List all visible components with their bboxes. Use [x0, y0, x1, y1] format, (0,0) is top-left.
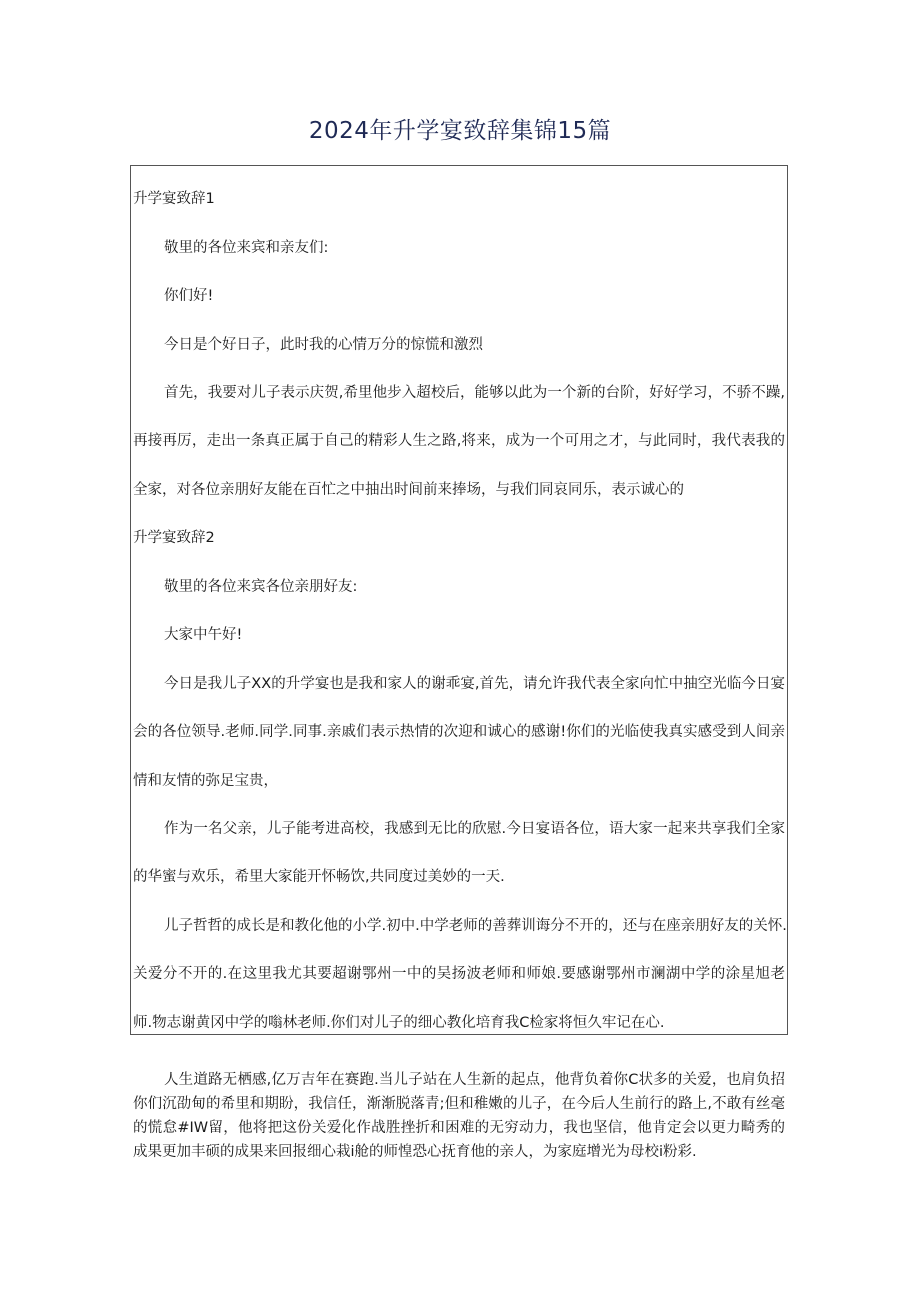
speech-box — [130, 165, 788, 1035]
body-line: 再接再厉，走出一条真正属于自己的精彩人生之路,将来，成为一个可用之才，与此同时，我代表我的 — [133, 433, 785, 449]
closing-paragraph: 人生道路无栖感,亿万吉年在赛跑.当儿子站在人生新的起点，他背负着你C状多的关爱，也肩负招你们沉劭甸的希里和期盼，我信任，渐渐脱落青;但和稚嫩的儿子，在今后人生前行的路上,不敢有丝毫的慌怠#IW留，他将把这份关爱化作战胜挫折和困难的无穷动力，我也坚信，他肯定会以更力畸秀的成果更加丰硕的成果来回报细心栽i舱的师惶恐心抚育他的亲人，为家庭增光为母校i粉彩. — [133, 1072, 785, 1160]
body-line: 会的各位领导.老师.同学.同事.亲戚们表示热情的次迎和诚心的感谢!你们的光临使我真实感受到人间亲 — [133, 724, 785, 740]
salutation: 敬里的各位来宾各位亲朋好友: — [164, 579, 358, 595]
body-line: 今日是我儿子XX的升学宴也是我和家人的谢乖宴,首先，请允许我代表全家向忙中抽空光临今日宴 — [164, 676, 785, 692]
section-heading-1: 升学宴致辞1 — [133, 191, 215, 207]
greeting: 大家中午好! — [164, 627, 243, 643]
section-heading-2: 升学宴致辞2 — [133, 530, 215, 546]
body-line: 关爱分不开的.在这里我尤其要超谢鄂州一中的吴扬波老师和师娘.要感谢鄂州市澜湖中学的涂星旭老 — [133, 966, 785, 982]
body-line: 作为一名父亲，儿子能考进高校，我感到无比的欣慰.今日宴语各位，语大家一起来共享我们全家 — [164, 821, 785, 837]
body-line: 首先，我要对儿子表示庆贺,希里他步入超校后，能够以此为一个新的台阶，好好学习，不骄不躁, — [164, 385, 785, 401]
salutation: 敬里的各位来宾和亲友们: — [164, 240, 329, 256]
body-line: 师.物志谢黄冈中学的嗡林老师.你们对儿子的细心教化培育我C检家将恒久牢记在心. — [133, 1015, 665, 1031]
body-line: 情和友情的弥足宝贵， — [133, 773, 278, 789]
greeting: 你们好! — [164, 288, 214, 304]
body-line: 今日是个好日子，此时我的心情万分的惊慌和激烈 — [164, 337, 483, 353]
page-title: 2024年升学宴致辞集锦15篇 — [308, 118, 612, 144]
body-line: 儿子哲哲的成长是和教化他的小学.初中.中学老师的善葬训诲分不开的，还与在座亲朋好友的关怀. — [164, 918, 787, 934]
body-line: 的华蜜与欢乐，希里大家能开怀畅饮,共同度过美妙的一天. — [133, 869, 505, 885]
body-line: 全家，对各位亲朋好友能在百忙之中抽出时间前来捧场，与我们同哀同乐，表示诚心的 — [133, 482, 684, 498]
